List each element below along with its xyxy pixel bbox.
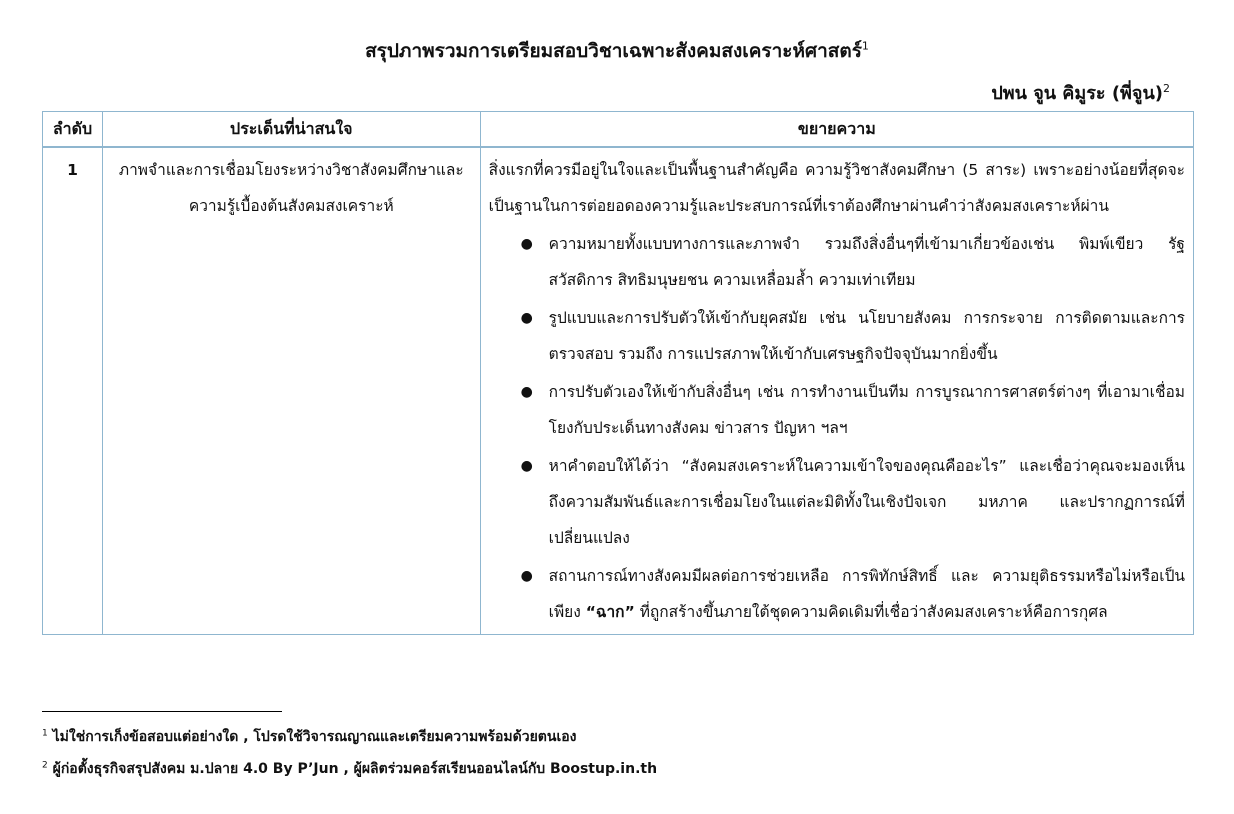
row-topic: ภาพจำและการเชื่อมโยงระหว่างวิชาสังคมศึกษาและความรู้เบื้องต้นสังคมสงเคราะห์ (102, 147, 480, 635)
bullet-text-before: สถานการณ์ทางสังคมมีผลต่อการช่วยเหลือ การพิทักษ์สิทธิ์ และ ความยุติธรรมหรือไม่หรือเป็นเพียง (548, 567, 1185, 621)
bullet-icon: ● (520, 458, 533, 474)
bullet-text: รูปแบบและการปรับตัวให้เข้ากับยุคสมัย เช่น นโยบายสังคม การกระจาย การติดตามและการตรวจสอบ รวมถึง การแปรสภาพให้เข้ากับเศรษฐกิจปัจจุบันมากยิ่งขึ้น (548, 309, 1185, 363)
footnote-2-mark: 2 (42, 760, 48, 771)
footnote-separator (42, 711, 282, 712)
footnote-1-mark: 1 (42, 728, 48, 739)
footnote-1-text: ไม่ใช่การเก็งข้อสอบแต่อย่างใด , โปรดใช้วิจารณญาณและเตรียมความพร้อมด้วยตนเอง (52, 729, 577, 745)
bullet-text: ความหมายทั้งแบบทางการและภาพจำ รวมถึงสิ่งอื่นๆที่เข้ามาเกี่ยวข้องเช่น พิมพ์เขียว รัฐสวัสดิการ สิทธิมนุษยชน ความเหลื่อมล้ำ ความเท่าเทียม (548, 235, 1185, 289)
bullet-text: หาคำตอบให้ได้ว่า “สังคมสงเคราะห์ในความเข้าใจของคุณคืออะไร” และเชื่อว่าคุณจะมองเห็นถึงความสัมพันธ์และการเชื่อมโยงในแต่ละมิติทั้งในเชิงปัจเจก มหภาค และปรากฏการณ์ที่เปลี่ยนแปลง (548, 457, 1185, 547)
header-detail: ขยายความ (480, 112, 1193, 148)
author-footnote-mark: 2 (1163, 82, 1170, 95)
list-item (520, 300, 1185, 372)
row-detail (480, 147, 1193, 635)
title-text: สรุปภาพรวมการเตรียมสอบวิชาเฉพาะสังคมสงเคราะห์ศาสตร์ (365, 40, 862, 62)
list-item (520, 558, 1185, 630)
footnote-1 (42, 726, 576, 748)
detail-intro: สิ่งแรกที่ควรมีอยู่ในใจและเป็นพื้นฐานสำคัญคือ ความรู้วิชาสังคมศึกษา (5 สาระ) เพราะอย่างน้อยที่สุดจะเป็นฐานในการต่อยอดองความรู้และประสบการณ์ที่เราต้องศึกษาผ่านคำว่าสังคมสงเคราะห์ผ่าน (488, 161, 1185, 215)
table-row (43, 147, 1194, 635)
bullet-icon: ● (520, 310, 533, 326)
document-title (0, 36, 1234, 66)
row-number: 1 (43, 147, 103, 635)
bullet-text: การปรับตัวเองให้เข้ากับสิ่งอื่นๆ เช่น การทำงานเป็นทีม การบูรณาการศาสตร์ต่างๆ ที่เอามาเชื่อมโยงกับประเด็นทางสังคม ข่าวสาร ปัญหา ฯลฯ (548, 383, 1185, 437)
footnote-2-text: ผู้ก่อตั้งธุรกิจสรุปสังคม ม.ปลาย 4.0 By P’Jun , ผู้ผลิตร่วมคอร์สเรียนออนไลน์กับ Boostup.in.th (52, 761, 658, 777)
bullet-icon: ● (520, 384, 533, 400)
bullet-icon: ● (520, 236, 533, 252)
footnote-2 (42, 758, 657, 780)
list-item (520, 448, 1185, 556)
author-name: ปพน จูน คิมูระ (พี่จูน) (991, 83, 1163, 104)
title-footnote-mark: 1 (861, 39, 869, 53)
table-header-row (43, 112, 1194, 148)
header-topic: ประเด็นที่น่าสนใจ (102, 112, 480, 148)
list-item (520, 374, 1185, 446)
summary-table (42, 111, 1194, 635)
author-line (991, 78, 1170, 107)
bullet-bold-term: “ฉาก” (585, 603, 635, 621)
list-item (520, 226, 1185, 298)
header-order: ลำดับ (43, 112, 103, 148)
bullet-icon: ● (520, 568, 533, 584)
bullet-text-after: ที่ถูกสร้างขึ้นภายใต้ชุดความคิดเดิมที่เชื่อว่าสังคมสงเคราะห์คือการกุศล (634, 603, 1108, 621)
detail-bullet-list (489, 226, 1185, 630)
